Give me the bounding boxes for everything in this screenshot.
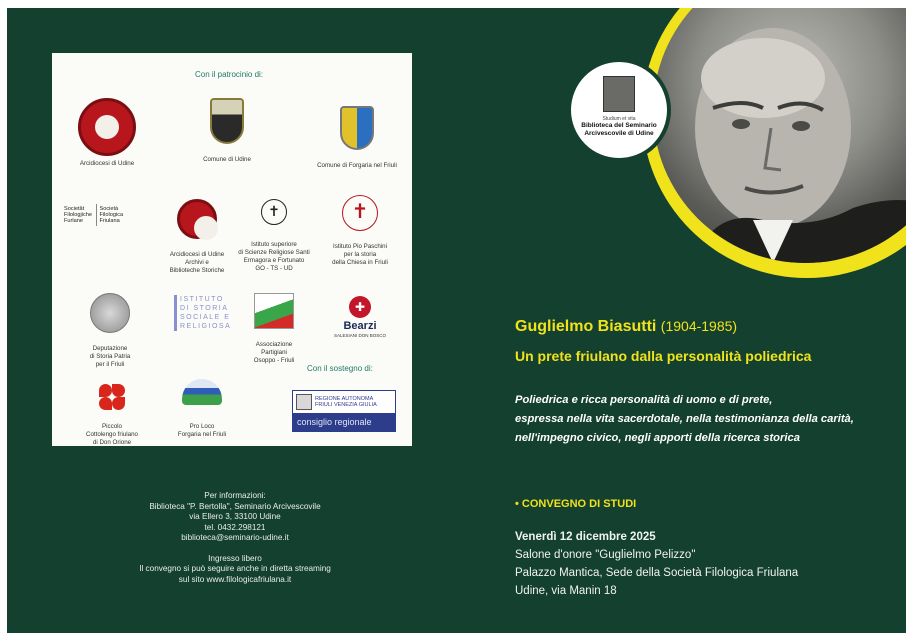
seal-line2: Biblioteca del Seminario — [581, 122, 657, 129]
library-seal — [567, 58, 671, 162]
logo-arcidiocesi-udine: Arcidiocesi di Udine — [72, 98, 142, 168]
medal-icon — [90, 293, 130, 333]
flyer — [7, 8, 906, 633]
ingresso-libero: Ingresso libero — [208, 553, 262, 563]
arcidiocesi-seal-icon — [78, 98, 136, 156]
osoppo-flag-icon — [254, 293, 294, 329]
logo-pio-paschini: ✝ Istituto Pio Paschini per la storia della Chiesa in Friuli — [310, 187, 410, 275]
archivi-seal-icon — [177, 199, 217, 239]
eagle-icon — [296, 394, 312, 410]
portrait-photo — [653, 8, 906, 263]
logo-istituto-scienze-religiose: ✝ Istituto superiore di Scienze Religiose Santi Ermagora e Fortunato GO - TS - UD — [224, 191, 324, 281]
streaming-line1: Il convegno si può seguire anche in diretta streaming — [139, 564, 331, 573]
info-phone: tel. 0432.298121 — [204, 522, 266, 532]
info-library: Biblioteca "P. Bertolla", Seminario Arcivescovile — [149, 501, 321, 511]
logo-filologica — [64, 203, 154, 227]
streaming-line2[interactable]: sul sito www.filologicafriulana.it — [178, 574, 292, 584]
info-email[interactable]: biblioteca@seminario-udine.it — [181, 533, 289, 542]
seal-image — [603, 76, 635, 112]
cross-icon: ✝ — [261, 199, 287, 225]
logo-cottolengo: Piccolo Cottolengo friulano di Don Orione — [67, 375, 157, 455]
info-address: via Ellero 3, 33100 Udine — [189, 512, 281, 521]
patronage-panel — [52, 53, 412, 446]
speaker-name: Guglielmo Biasutti (1904-1985) — [515, 318, 738, 335]
sostegno-label: Con il sostegno di: — [307, 364, 373, 373]
flower-icon — [98, 383, 126, 411]
speaker-years: (1904-1985) — [660, 318, 738, 334]
event-venue-building: Palazzo Mantica, Sede della Società Filologica Friulana — [515, 567, 799, 579]
patrocinio-label: Con il patrocinio di: — [195, 70, 264, 79]
event-details — [515, 528, 798, 600]
udine-shield-icon — [210, 98, 244, 144]
seal-line3: Arcivescovile di Udine — [584, 130, 654, 137]
event-description: Poliedrica e ricca personalità di uomo e di prete, espressa nella vita sacerdotale, nella testimonianza della carità, nell'impegno civico, negli apporti della ricerca storica — [515, 394, 854, 444]
logo-deputazione: Deputazione di Storia Patria per il Friuli — [72, 285, 148, 377]
logo-partigiani-osoppo: Associazione Partigiani Osoppo - Friuli — [234, 285, 314, 373]
divider — [96, 204, 97, 226]
logo-pro-loco: Pro Loco Forgaria nel Friuli — [162, 371, 242, 447]
filologica-furlane-label: Societât Filologjiche Furlane — [64, 206, 92, 224]
logo-comune-udine: Comune di Udine — [192, 98, 262, 164]
convegno-label: • CONVEGNO DI STUDI — [515, 498, 637, 510]
logo-consiglio-regionale: REGIONE AUTONOMA FRIULI VENEZIA GIULIA consiglio regionale — [292, 390, 396, 432]
pio-paschini-cross-icon: ✝ — [342, 195, 378, 231]
info-block — [119, 491, 351, 585]
bearzi-icon: ✚ — [349, 296, 371, 318]
logo-bearzi: ✚ Bearzi SALESIANI DON BOSCO — [330, 296, 390, 340]
forgaria-shield-icon — [340, 106, 374, 150]
logo-archivi-storici: Arcidiocesi di Udine Archivi e Biblioteche Storiche — [157, 191, 237, 283]
event-venue-address: Udine, via Manin 18 — [515, 585, 617, 597]
event-subtitle: Un prete friulano dalla personalità poliedrica — [515, 348, 812, 364]
logo-istituto-storia: ISTITUTO DI STORIA SOCIALE E RELIGIOSA — [174, 295, 234, 331]
filologica-friulana-label: Società Filologica Friulana — [99, 206, 124, 224]
logo-comune-forgaria: Comune di Forgaria nel Friuli — [307, 106, 407, 170]
info-heading: Per informazioni: — [204, 491, 266, 500]
seal-motto: Studium et vita — [602, 116, 636, 122]
event-date: Venerdì 12 dicembre 2025 — [515, 531, 656, 543]
pro-loco-icon — [182, 379, 222, 405]
event-venue-hall: Salone d'onore "Guglielmo Pelizzo" — [515, 549, 696, 561]
